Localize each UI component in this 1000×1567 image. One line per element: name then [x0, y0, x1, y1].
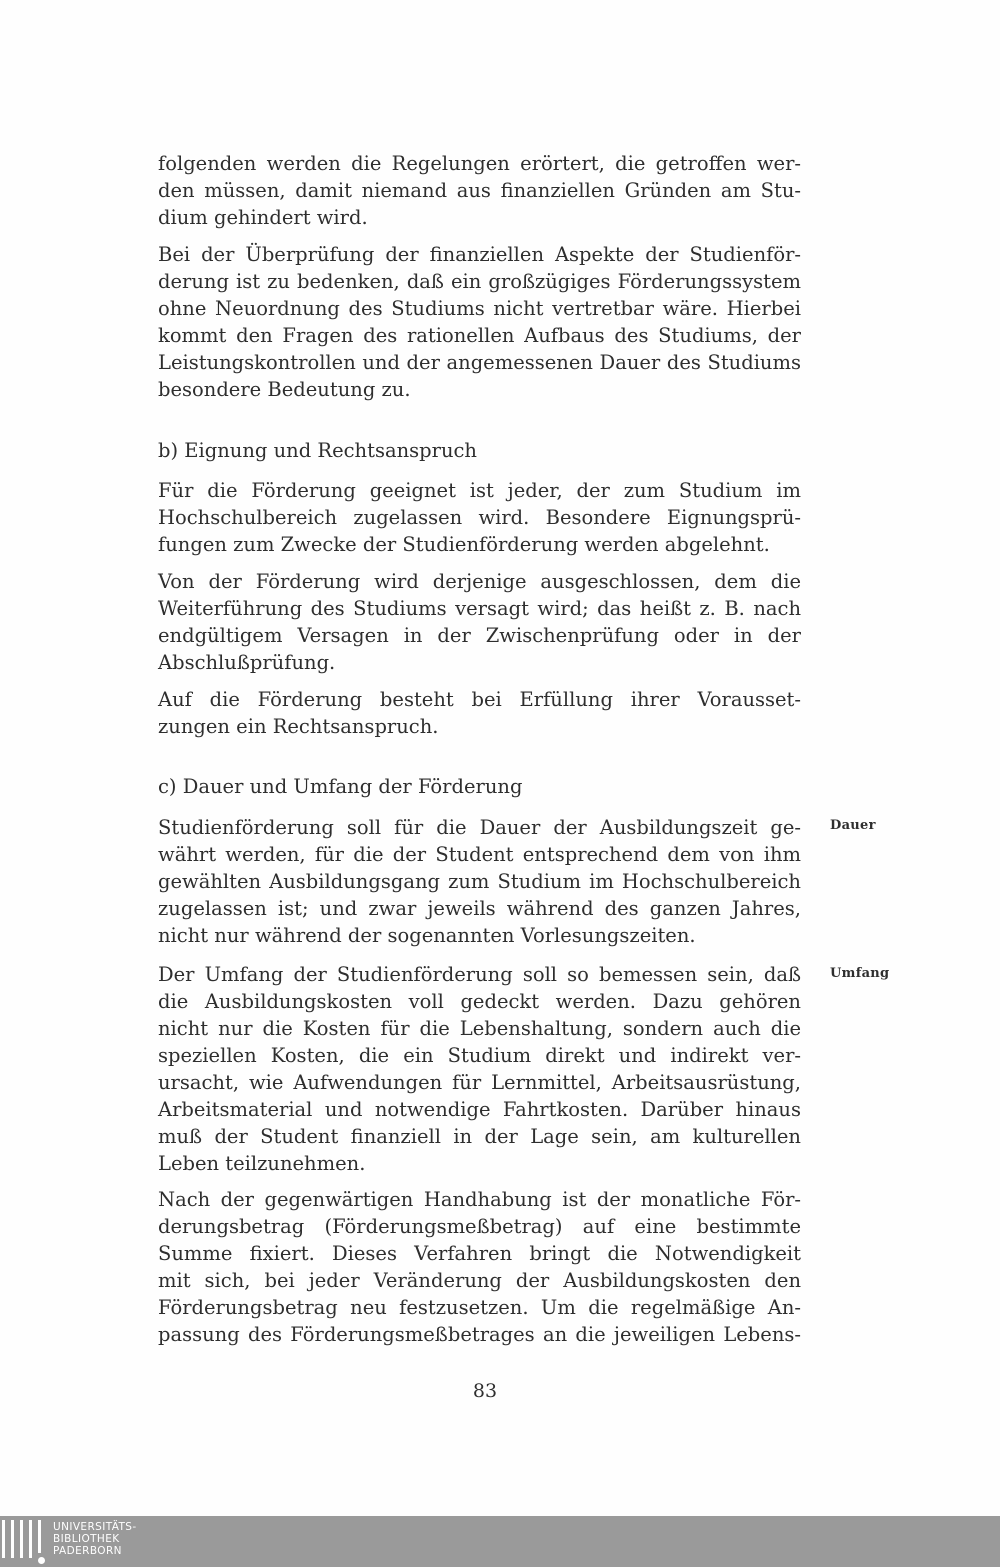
text-line: Weiterführung des Studiums versagt wird; das heißt z. B. nach: [158, 597, 801, 620]
text-line: die Ausbildungskosten voll gedeckt werden. Dazu gehören: [158, 990, 801, 1013]
paragraph: [158, 568, 801, 676]
text-line: währt werden, für die der Student entsprechend dem von ihm: [158, 843, 801, 866]
library-logo-icon: [0, 1520, 50, 1560]
text-line: fungen zum Zwecke der Studienförderung werden abgelehnt.: [158, 533, 770, 556]
paragraph: [158, 241, 801, 403]
text-line: derungsbetrag (Förderungsmeßbetrag) auf eine bestimmte: [158, 1215, 801, 1238]
text-line: Förderungsbetrag neu festzusetzen. Um die regelmäßige An-: [158, 1296, 801, 1319]
text-line: den müssen, damit niemand aus finanziellen Gründen am Stu-: [158, 179, 801, 202]
paragraph: [158, 1186, 801, 1348]
section-heading-c: c) Dauer und Umfang der Förderung: [158, 775, 523, 798]
text-line: speziellen Kosten, die ein Studium direkt und indirekt ver-: [158, 1044, 801, 1067]
text-line: Hochschulbereich zugelassen wird. Besondere Eignungsprü-: [158, 506, 801, 529]
paragraph: [158, 686, 801, 740]
text-line: Von der Förderung wird derjenige ausgeschlossen, dem die: [158, 570, 801, 593]
text-line: Arbeitsmaterial und notwendige Fahrtkosten. Darüber hinaus: [158, 1098, 801, 1121]
text-line: nicht nur die Kosten für die Lebenshaltung, sondern auch die: [158, 1017, 801, 1040]
text-line: ohne Neuordnung des Studiums nicht vertretbar wäre. Hierbei: [158, 297, 801, 320]
text-line: Leistungskontrollen und der angemessenen Dauer des Studiums: [158, 351, 801, 374]
library-name-line: UNIVERSITÄTS-: [53, 1521, 137, 1533]
text-line: passung des Förderungsmeßbetrages an die jeweiligen Lebens-: [158, 1323, 801, 1346]
paragraph: [158, 814, 801, 949]
text-line: Nach der gegenwärtigen Handhabung ist der monatliche För-: [158, 1188, 801, 1211]
text-line: Leben teilzunehmen.: [158, 1152, 366, 1175]
text-line: nicht nur während der sogenannten Vorlesungszeiten.: [158, 924, 696, 947]
text-line: Auf die Förderung besteht bei Erfüllung ihrer Vorausset-: [158, 688, 801, 711]
text-line: derung ist zu bedenken, daß ein großzügiges Förderungssystem: [158, 270, 801, 293]
text-line: muß der Student finanziell in der Lage sein, am kulturellen: [158, 1125, 801, 1148]
library-footer: [0, 1516, 1000, 1567]
paragraph: [158, 961, 801, 1177]
library-name-line: BIBLIOTHEK: [53, 1533, 120, 1545]
text-line: Studienförderung soll für die Dauer der Ausbildungszeit ge-: [158, 816, 801, 839]
section-heading-b: b) Eignung und Rechtsanspruch: [158, 439, 477, 462]
library-logo-dot-icon: [38, 1557, 45, 1564]
margin-note-umfang: Umfang: [830, 966, 890, 981]
text-line: zugelassen ist; und zwar jeweils während des ganzen Jahres,: [158, 897, 801, 920]
paragraph: [158, 150, 801, 231]
text-line: mit sich, bei jeder Veränderung der Ausbildungskosten den: [158, 1269, 801, 1292]
text-line: kommt den Fragen des rationellen Aufbaus des Studiums, der: [158, 324, 801, 347]
text-line: besondere Bedeutung zu.: [158, 378, 411, 401]
text-line: Bei der Überprüfung der finanziellen Aspekte der Studienför-: [158, 243, 801, 266]
text-line: Summe fixiert. Dieses Verfahren bringt die Notwendigkeit: [158, 1242, 801, 1265]
text-line: gewählten Ausbildungsgang zum Studium im Hochschulbereich: [158, 870, 801, 893]
library-name: [53, 1521, 137, 1557]
library-name-line: PADERBORN: [53, 1545, 122, 1557]
text-line: folgenden werden die Regelungen erörtert, die getroffen wer-: [158, 152, 801, 175]
text-line: endgültigem Versagen in der Zwischenprüfung oder in der: [158, 624, 801, 647]
page-number: 83: [472, 1380, 498, 1402]
margin-note-dauer: Dauer: [830, 818, 876, 833]
text-line: Abschlußprüfung.: [158, 651, 336, 674]
text-line: zungen ein Rechtsanspruch.: [158, 715, 439, 738]
text-line: Der Umfang der Studienförderung soll so bemessen sein, daß: [158, 963, 801, 986]
text-line: Für die Förderung geeignet ist jeder, der zum Studium im: [158, 479, 801, 502]
text-line: dium gehindert wird.: [158, 206, 368, 229]
text-line: ursacht, wie Aufwendungen für Lernmittel, Arbeitsausrüstung,: [158, 1071, 801, 1094]
paragraph: [158, 477, 801, 558]
